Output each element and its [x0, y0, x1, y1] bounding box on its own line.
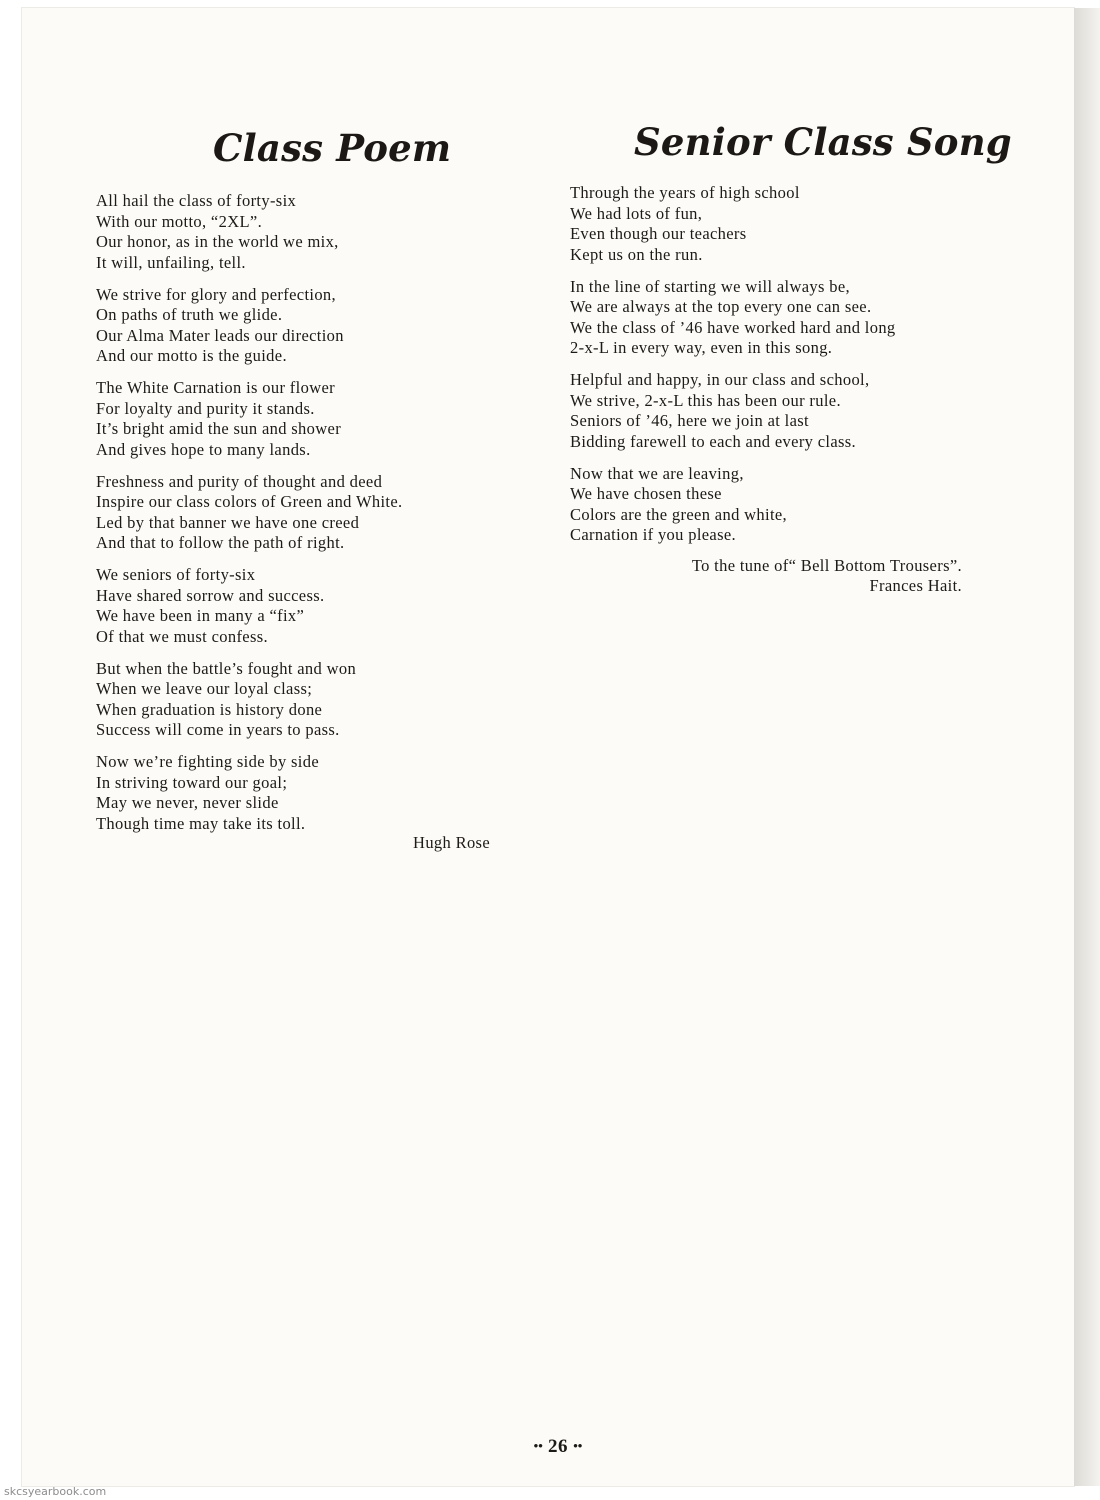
watermark: skcsyearbook.com: [4, 1485, 107, 1498]
poem-line: Now we’re fighting side by side: [96, 752, 320, 771]
song-line: Now that we are leaving,: [570, 463, 744, 483]
poem-line: We strive for glory and perfection,: [96, 284, 337, 304]
poem-line: On paths of truth we glide.: [96, 305, 283, 324]
song-line: Kept us on the run.: [570, 244, 703, 264]
poem-stanza: [96, 378, 536, 460]
poem-line: All hail the class of forty-six: [96, 191, 297, 210]
song-tune-credit: To the tune of“ Bell Bottom Trousers”.: [691, 555, 962, 575]
poem-line: Though time may take its toll.: [96, 813, 306, 833]
poem-author: Hugh Rose: [413, 833, 490, 852]
poem-line: And that to follow the path of right.: [96, 533, 345, 552]
song-line: We are always at the top every one can see.: [570, 297, 872, 316]
senior-class-song-title: Senior Class Song: [634, 120, 1012, 164]
poem-line: Have shared sorrow and success.: [96, 585, 325, 605]
poem-line: But when the battle’s fought and won: [96, 658, 357, 678]
song-stanza: [570, 370, 1010, 452]
song-line: We the class of ’46 have worked hard and long: [570, 317, 896, 337]
poem-line: Inspire our class colors of Green and White.: [96, 492, 403, 511]
song-stanza: [570, 464, 1010, 546]
song-line: We had lots of fun,: [570, 203, 703, 223]
poem-line: It’s bright amid the sun and shower: [96, 419, 342, 438]
poem-line: May we never, never slide: [96, 793, 279, 812]
page-number-value: 26: [548, 1436, 568, 1457]
poem-stanza: [96, 565, 536, 647]
poem-line: And gives hope to many lands.: [96, 439, 311, 459]
song-author: Frances Hait.: [869, 576, 962, 595]
song-line: Helpful and happy, in our class and school,: [570, 370, 870, 389]
poem-line: It will, unfailing, tell.: [96, 252, 246, 272]
poem-line: When graduation is history done: [96, 699, 323, 719]
class-poem-title: Class Poem: [213, 126, 452, 170]
poem-line: And our motto is the guide.: [96, 346, 287, 365]
song-line: Even though our teachers: [570, 224, 747, 243]
poem-stanza: [96, 752, 536, 834]
song-stanza: [570, 183, 1010, 265]
poem-line: When we leave our loyal class;: [96, 679, 313, 698]
song-line: Carnation if you please.: [570, 525, 737, 544]
song-line: Bidding farewell to each and every class.: [570, 431, 857, 451]
song-line: Through the years of high school: [570, 183, 800, 202]
poem-line: In striving toward our goal;: [96, 772, 288, 792]
class-poem: [96, 191, 536, 854]
poem-stanza: [96, 659, 536, 741]
poem-line: Freshness and purity of thought and deed: [96, 471, 383, 491]
poem-stanza: [96, 472, 536, 554]
poem-line: The White Carnation is our flower: [96, 378, 335, 397]
poem-line: Of that we must confess.: [96, 626, 268, 646]
poem-line: Our honor, as in the world we mix,: [96, 232, 339, 251]
song-line: Seniors of ’46, here we join at last: [570, 411, 809, 430]
song-line: Colors are the green and white,: [570, 504, 788, 524]
song-line: 2-x-L in every way, even in this song.: [570, 338, 833, 357]
poem-stanza: [96, 285, 536, 367]
song-stanza: [570, 277, 1010, 359]
ornament-left-icon: ••: [533, 1438, 543, 1453]
poem-line: Success will come in years to pass.: [96, 720, 340, 739]
page-edge-shadow: [1074, 8, 1100, 1486]
song-line: We have chosen these: [570, 484, 722, 503]
page-number: [508, 1436, 608, 1458]
poem-line: Led by that banner we have one creed: [96, 512, 360, 532]
poem-line: We have been in many a “fix”: [96, 606, 305, 625]
poem-line: For loyalty and purity it stands.: [96, 398, 315, 418]
song-line: We strive, 2-x-L this has been our rule.: [570, 390, 841, 410]
poem-line: Our Alma Mater leads our direction: [96, 325, 344, 345]
song-line: In the line of starting we will always be,: [570, 276, 851, 296]
poem-stanza: [96, 191, 536, 273]
poem-line: With our motto, “2XL”.: [96, 211, 263, 231]
ornament-right-icon: ••: [573, 1438, 583, 1453]
senior-class-song: [570, 183, 1010, 597]
poem-line: We seniors of forty-six: [96, 565, 256, 584]
